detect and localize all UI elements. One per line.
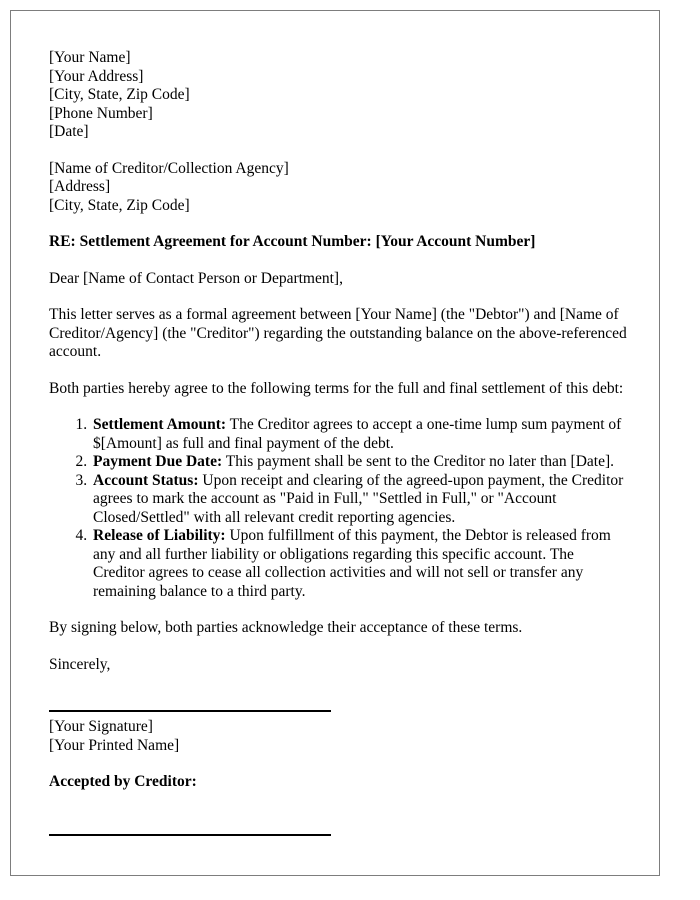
term-text: The Creditor agrees to accept a one-time lump sum payment of $[Amount] as full and final payment of the debt. — [93, 416, 622, 452]
term-item-release-of-liability — [91, 527, 629, 601]
term-item-account-status — [91, 472, 629, 528]
term-text: Upon receipt and clearing of the agreed-upon payment, the Creditor agrees to mark the account as "Paid in Full," "Settled in Full," or "Account Closed/Settled" with all relevant credit reporting agencies. — [93, 471, 624, 526]
letter-date: [Date] — [49, 123, 89, 140]
recipient-address: [Address] — [49, 178, 111, 195]
term-label: Settlement Amount: — [93, 416, 227, 433]
signature-label: [Your Signature] — [49, 718, 153, 735]
intro-paragraph: This letter serves as a formal agreement between [Your Name] (the "Debtor") and [Name of Creditor/Agency] (the "Creditor") regarding the outstanding balance on the above-referenced account. — [49, 306, 627, 360]
closing-salutation: Sincerely, — [49, 655, 111, 673]
subject-line: RE: Settlement Agreement for Account Number: [Your Account Number] — [49, 233, 536, 250]
term-item-settlement-amount — [91, 416, 629, 453]
debtor-signature-line — [49, 710, 331, 712]
terms-list — [49, 416, 629, 601]
recipient-city-state-zip: [City, State, Zip Code] — [49, 196, 190, 214]
sender-city-state-zip: [City, State, Zip Code] — [49, 86, 190, 103]
sender-block — [49, 49, 629, 142]
sender-address: [Your Address] — [49, 67, 144, 85]
letter-page — [10, 10, 660, 876]
term-label: Release of Liability: — [93, 527, 226, 544]
creditor-signature-line — [49, 834, 331, 836]
accepted-by-creditor-heading: Accepted by Creditor: — [49, 773, 197, 790]
recipient-name: [Name of Creditor/Collection Agency] — [49, 159, 289, 177]
sender-phone: [Phone Number] — [49, 104, 153, 122]
salutation: Dear [Name of Contact Person or Department], — [49, 269, 343, 287]
printed-name-label: [Your Printed Name] — [49, 736, 180, 754]
acknowledgement-paragraph: By signing below, both parties acknowledge their acceptance of these terms. — [49, 619, 523, 636]
term-item-payment-due-date — [91, 453, 629, 472]
term-text: Upon fulfillment of this payment, the Debtor is released from any and all further liability or obligations regarding this specific account. The Creditor agrees to cease all collection activities and will not sell or transfer any remaining balance to a third party. — [93, 527, 611, 600]
recipient-block — [49, 160, 629, 216]
term-label: Account Status: — [93, 471, 199, 489]
sender-name: [Your Name] — [49, 49, 131, 66]
terms-lead-paragraph: Both parties hereby agree to the following terms for the full and final settlement of this debt: — [49, 379, 624, 397]
term-label: Payment Due Date: — [93, 453, 223, 470]
term-text: This payment shall be sent to the Creditor no later than [Date]. — [222, 453, 614, 470]
letter-content — [11, 11, 659, 836]
